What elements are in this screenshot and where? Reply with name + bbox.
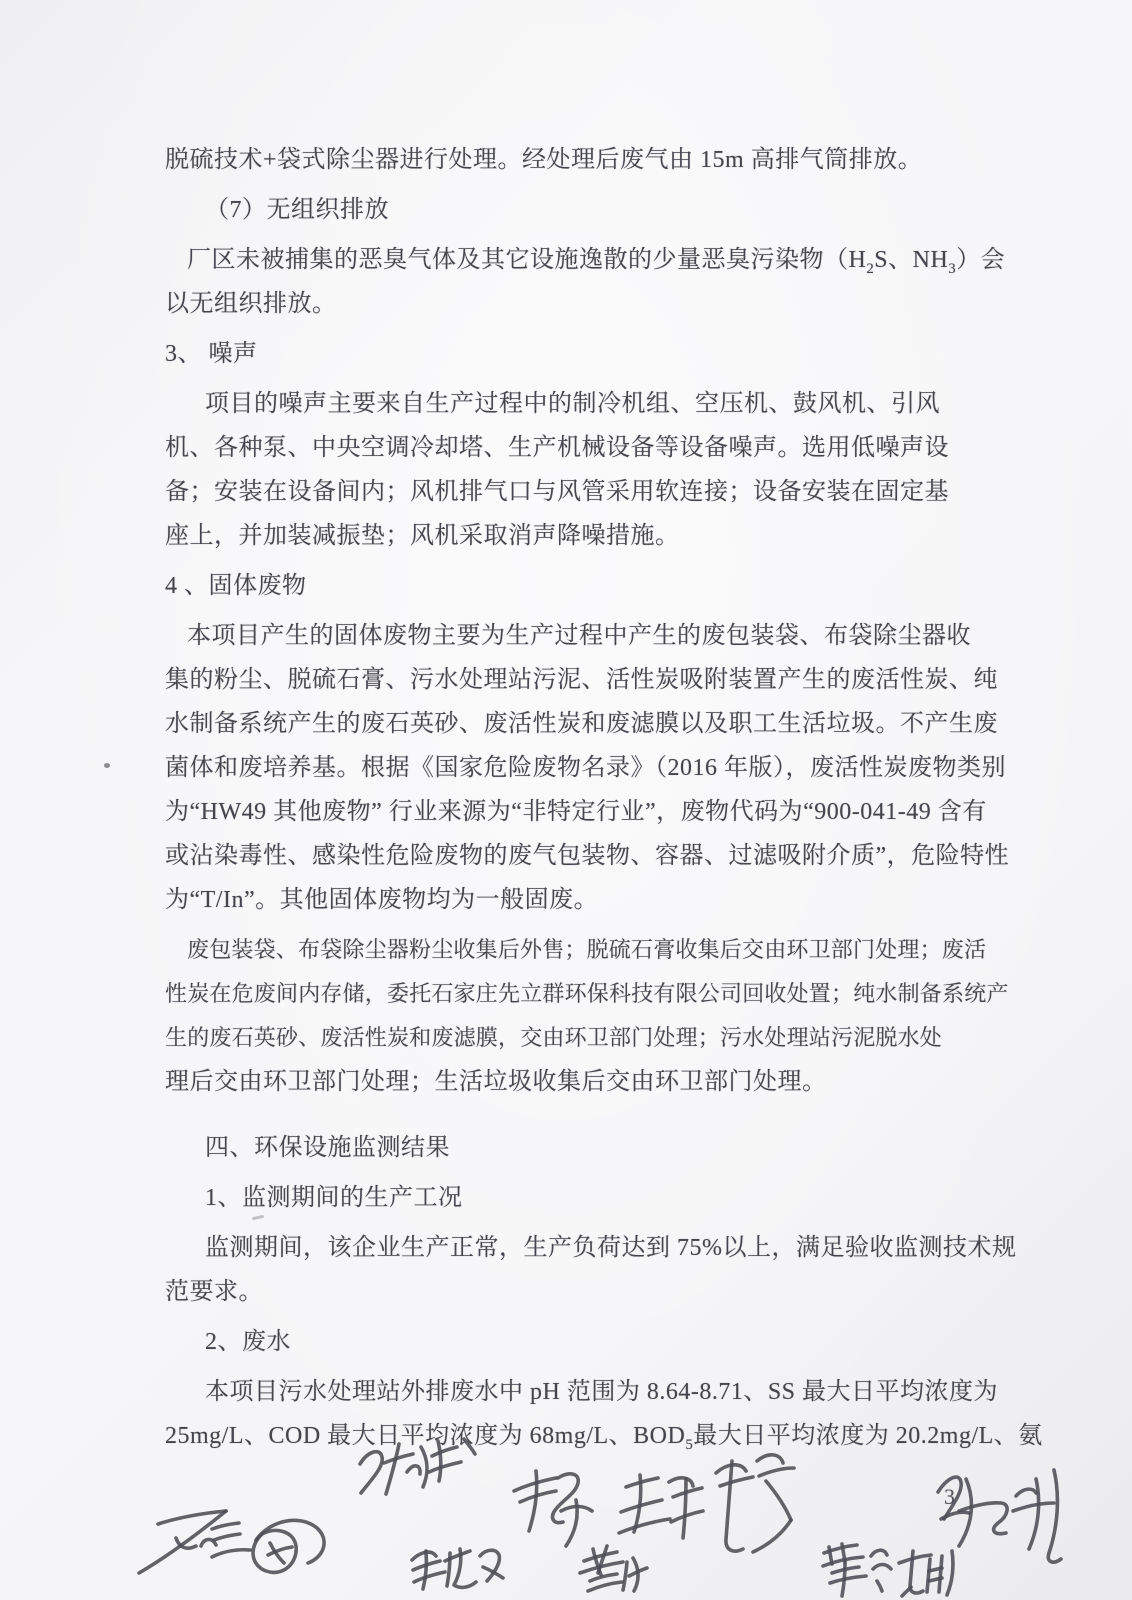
- text-line: 四、环保设施监测结果: [205, 1135, 450, 1161]
- signature-7: [716, 1455, 794, 1552]
- signature-4: [514, 1471, 592, 1546]
- paragraph-body: [165, 382, 995, 558]
- text-line: 集的粉尘、脱硫石膏、污水处理站污泥、活性炭吸附装置产生的废活性炭、纯: [165, 667, 998, 693]
- signature-3: [412, 1549, 503, 1589]
- text-line: 机、各种泵、中央空调冷却塔、生产机械设备等设备噪声。选用低噪声设: [165, 435, 949, 461]
- text-line: 水制备系统产生的废石英砂、废活性炭和废滤膜以及职工生活垃圾。不产生废: [165, 711, 998, 737]
- signature-10: [938, 1470, 1061, 1562]
- paragraph-body: [165, 1226, 1017, 1314]
- text-line: 以无组织排放。: [165, 291, 337, 317]
- text-line: 性炭在危废间内存储，委托石家庄先立群环保科技有限公司回收处置；纯水制备系统产: [165, 981, 1009, 1006]
- text-line: 2、废水: [205, 1329, 291, 1355]
- text-line: 本项目污水处理站外排废水中 pH 范围为 8.64-8.71、SS 最大日平均浓度为: [205, 1379, 999, 1405]
- text-line: 项目的噪声主要来自生产过程中的制冷机组、空压机、鼓风机、引风: [205, 391, 940, 417]
- signature-5: [580, 1546, 647, 1591]
- text-line: 监测期间，该企业生产正常，生产负荷达到 75%以上，满足验收监测技术规: [205, 1235, 1017, 1261]
- paragraph-heading: [165, 332, 995, 376]
- text-line: 座上，并加装减振垫；风机采取消声降噪措施。: [165, 523, 680, 549]
- text-line: 备；安装在设备间内；风机排气口与风管采用软连接；设备安装在固定基: [165, 479, 949, 505]
- paragraph-heading: [165, 1320, 995, 1364]
- paragraph-body: [165, 1370, 1043, 1458]
- text-line: 3、 噪声: [165, 341, 258, 367]
- paragraph-heading: [165, 564, 995, 608]
- document-text: [165, 138, 1043, 1464]
- text-line: 脱硫技术+袋式除尘器进行处理。经处理后废气由 15m 高排气筒排放。: [165, 147, 923, 173]
- text-line: 1、监测期间的生产工况: [205, 1185, 463, 1211]
- text-line: 厂区未被捕集的恶臭气体及其它设施逸散的少量恶臭污染物（$H_2S$、$NH_3$）会: [187, 247, 1006, 277]
- text-line: （7）无组织排放: [205, 197, 389, 223]
- text-line: 范要求。: [165, 1279, 263, 1305]
- signature-1: [139, 1511, 324, 1573]
- signature-9: [899, 1551, 953, 1596]
- paragraph-body: [165, 614, 1010, 922]
- paragraph-heading: [165, 1126, 995, 1170]
- text-line: 理后交由环卫部门处理；生活垃圾收集后交由环卫部门处理。: [165, 1069, 827, 1095]
- text-line: 为“T/In”。其他固体废物均为一般固废。: [165, 887, 599, 913]
- text-line: 本项目产生的固体废物主要为生产过程中产生的废包装袋、布袋除尘器收: [187, 623, 971, 649]
- text-line: 或沾染毒性、感染性危险废物的废气包装物、容器、过滤吸附介质”，危险特性: [165, 843, 1010, 869]
- scan-speck: [104, 763, 110, 768]
- signature-6: [619, 1475, 703, 1538]
- text-line: 生的废石英砂、废活性炭和废滤膜，交由环卫部门处理；污水处理站污泥脱水处: [165, 1025, 943, 1050]
- paragraph-body: [165, 238, 1006, 326]
- text-line: 25mg/L、COD 最大日平均浓度为 68mg/L、$BOD_5$最大日平均浓度为 20.2mg/L、氨: [165, 1423, 1043, 1453]
- text-line: 4 、固体废物: [165, 573, 307, 599]
- paragraph-body: [165, 928, 1009, 1104]
- paragraph-subheading: [165, 188, 995, 232]
- text-line: 菌体和废培养基。根据《国家危险废物名录》（2016 年版），废活性炭废物类别: [165, 755, 1006, 781]
- text-line: 废包装袋、布袋除尘器粉尘收集后外售；脱硫石膏收集后交由环卫部门处理；废活: [187, 937, 987, 962]
- text-line: 为“HW49 其他废物” 行业来源为“非特定行业”，废物代码为“900-041-49 含有: [165, 799, 987, 825]
- paragraph-heading: [165, 1176, 995, 1220]
- page-number: 3: [944, 1484, 955, 1509]
- paragraph-continuation: [165, 138, 995, 182]
- signature-8: [823, 1544, 891, 1596]
